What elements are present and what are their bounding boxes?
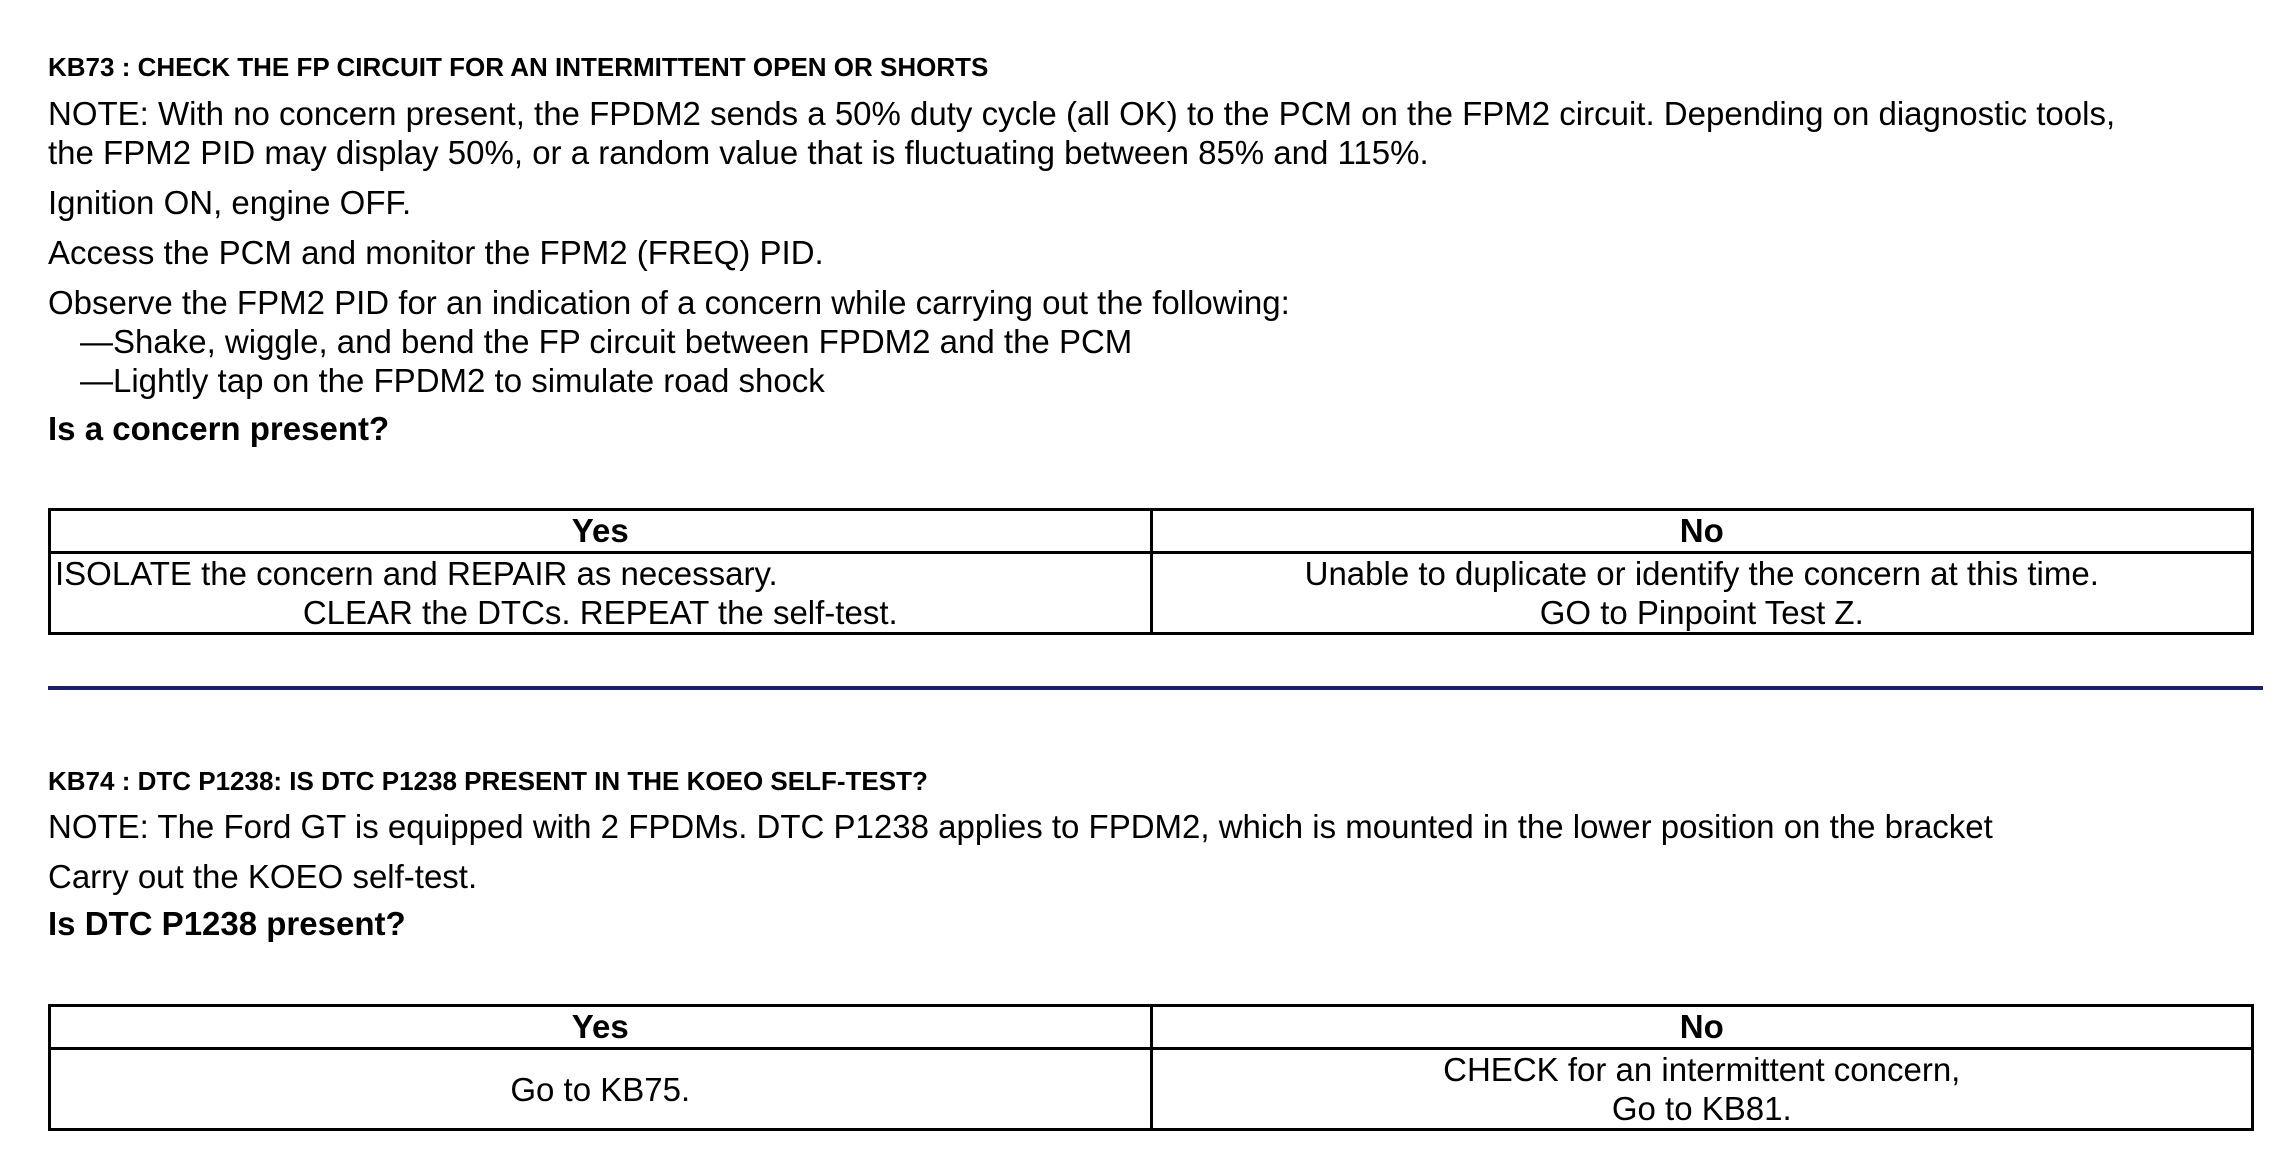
no-header: No xyxy=(1151,1006,2253,1049)
kb74-step-koeo: Carry out the KOEO self-test. xyxy=(48,858,478,895)
kb73-step-ignition: Ignition ON, engine OFF. xyxy=(48,184,412,221)
table-header-row xyxy=(50,510,2253,553)
yes-cell xyxy=(50,553,1152,634)
kb74-yes-no-table xyxy=(48,1004,2254,1131)
table-header-row xyxy=(50,1006,2253,1049)
no-cell-line-1: Unable to duplicate or identify the concern at this time. xyxy=(1304,555,2099,592)
yes-header: Yes xyxy=(50,1006,1152,1049)
kb74-question: Is DTC P1238 present? xyxy=(48,905,406,942)
kb73-bullet-tap: —Lightly tap on the FPDM2 to simulate road shock xyxy=(80,362,825,399)
kb73-step-observe: Observe the FPM2 PID for an indication of a concern while carrying out the following: xyxy=(48,284,1290,321)
kb73-bullet-shake: —Shake, wiggle, and bend the FP circuit between FPDM2 and the PCM xyxy=(80,323,1133,360)
table-row xyxy=(50,1049,2253,1130)
no-cell-line-1: CHECK for an intermittent concern, xyxy=(1443,1051,1961,1088)
yes-header: Yes xyxy=(50,510,1152,553)
kb73-note-line-2: the FPM2 PID may display 50%, or a random value that is fluctuating between 85% and 115%. xyxy=(48,134,1429,171)
kb74-note: NOTE: The Ford GT is equipped with 2 FPDMs. DTC P1238 applies to FPDM2, which is mounted in the lower position on the bracket xyxy=(48,808,1993,845)
yes-cell-line-1: ISOLATE the concern and REPAIR as necessary. xyxy=(55,555,778,592)
kb73-yes-no-table xyxy=(48,508,2254,635)
no-cell xyxy=(1151,553,2253,634)
yes-cell-text: Go to KB75. xyxy=(510,1070,691,1108)
kb73-note-line-1: NOTE: With no concern present, the FPDM2 sends a 50% duty cycle (all OK) to the PCM on the FPM2 circuit. Depending on diagnostic tools, xyxy=(48,95,2116,132)
no-cell xyxy=(1151,1049,2253,1130)
kb73-title: KB73 : CHECK THE FP CIRCUIT FOR AN INTERMITTENT OPEN OR SHORTS xyxy=(48,52,989,82)
kb73-question: Is a concern present? xyxy=(48,410,390,447)
no-cell-line-2: Go to KB81. xyxy=(1611,1090,1792,1127)
kb73-step-access-pcm: Access the PCM and monitor the FPM2 (FREQ) PID. xyxy=(48,234,824,271)
section-divider xyxy=(48,686,2263,690)
no-header: No xyxy=(1151,510,2253,553)
table-row xyxy=(50,553,2253,634)
no-cell-line-2: GO to Pinpoint Test Z. xyxy=(1539,594,1864,631)
yes-cell xyxy=(50,1049,1152,1130)
kb74-title: KB74 : DTC P1238: IS DTC P1238 PRESENT IN THE KOEO SELF-TEST? xyxy=(48,766,928,796)
yes-cell-line-2: CLEAR the DTCs. REPEAT the self-test. xyxy=(302,594,898,631)
